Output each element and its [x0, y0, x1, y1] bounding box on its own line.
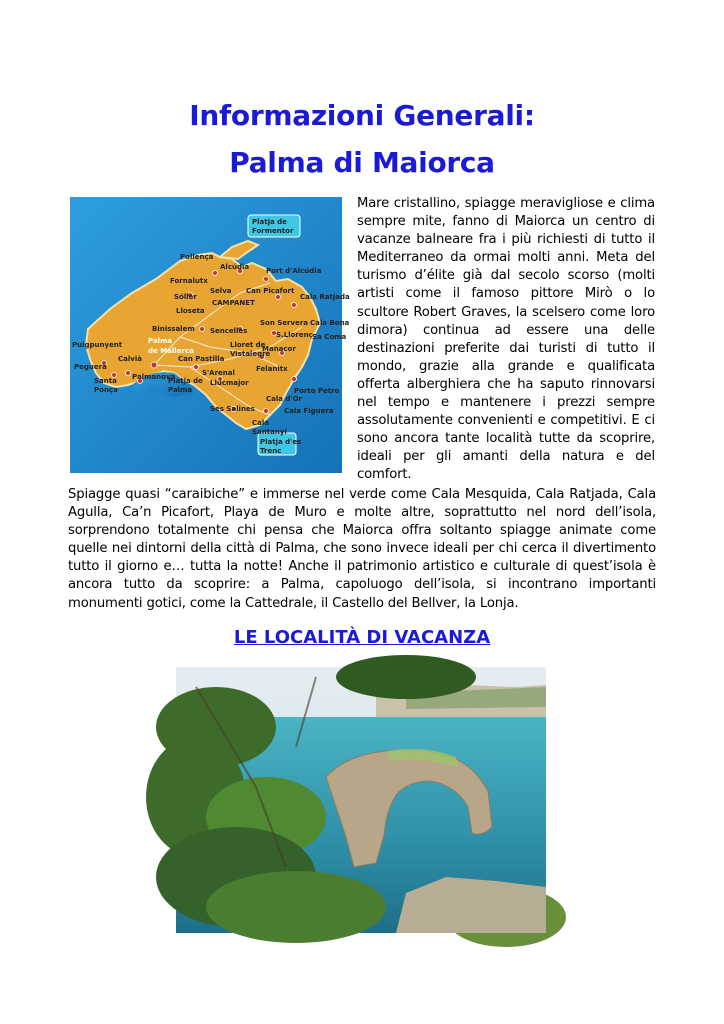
label-palma-1: Palma	[148, 337, 173, 345]
label-lloret-2: Vistalegre	[230, 350, 271, 358]
label-trenc-1: Platja d'es	[260, 438, 302, 446]
label-can-pastilla: Can Pastilla	[178, 355, 225, 363]
label-cala-ratjada: Cala Ratjada	[300, 293, 350, 301]
label-palmanova: Palmanova	[132, 373, 176, 381]
label-sa-coma: Sa Coma	[312, 333, 347, 341]
label-porto-petro: Porto Petro	[294, 387, 340, 395]
label-can-picafort: Can Picafort	[246, 287, 295, 295]
label-selva: Selva	[210, 287, 232, 295]
intro-paragraph: Mare cristallino, spiagge meravigliose e clima sempre mite, fanno di Maiorca un centro di vacanze balneare fra i più richiesti di tutto il Mediterraneo da ormai molti anni. Meta del turismo d’élite già dal secolo scorso (molti artisti come il famoso pittore Mirò o lo scultore Robert Graves, la scelsero come loro dimora) continua ad essere una delle destinazioni preferite dai turisti di tutto il mondo, grazie alla grande e qualificata offerta alberghiera che ha saputo rinnovarsi nel tempo e mantenere i prezzi sempre assolutamente convenienti e competitivi. E ci sono ancora tante località tutte da scoprire, ideali per gli amanti della natura e del comfort.	[357, 196, 655, 483]
label-arenal: S'Arenal	[202, 369, 235, 377]
label-binissalem: Binissalem	[152, 325, 195, 333]
rock-arch-photo	[176, 667, 546, 933]
page-title-line-1: Informazioni Generali:	[189, 99, 535, 132]
body-paragraph: Spiagge quasi “caraibiche” e immerse nel verde come Cala Mesquida, Cala Ratjada, Cala Agulla, Ca’n Picafort, Playa de Muro e molte altre, soprattutto nel nord dell’isola, sorprendono totalmente chi pensa che Maiorca offra soltanto spiagge animate come quelle nei dintorni della città di Palma, che sono invece ideali per chi cerca il divertimento tutto il giorno e… tutta la notte! Anche il patrimonio artistico e culturale di quest’isola è ancora tutto da scoprire: a Palma, capoluogo dell’isola, si incontrano importanti monumenti gotici, come la Cattedrale, il Castello del Bellver, la Lonja.	[68, 487, 656, 611]
label-trenc-2: Trenc	[260, 447, 282, 455]
label-santa-ponca-1: Santa	[94, 377, 117, 385]
label-llucmajor: Llucmajor	[210, 379, 249, 387]
label-port-alcudia: Port d'Alcúdia	[266, 267, 322, 275]
page-title-line-2: Palma di Maiorca	[229, 146, 495, 179]
label-platja-palma-2: Palma	[168, 386, 193, 394]
label-ses-salines: Ses Salines	[210, 405, 255, 413]
label-formentor-2: Formentor	[252, 227, 294, 235]
label-palma-2: de Mallorca	[148, 347, 194, 355]
label-fornalutx: Fornalutx	[170, 277, 208, 285]
label-sant-llorenc: S.Llorenç	[276, 331, 313, 339]
label-formentor-1: Platja de	[252, 218, 287, 226]
label-cala-santanyi-1: Cala	[252, 419, 269, 427]
mallorca-map	[70, 197, 350, 473]
label-peguera: Peguera	[74, 363, 107, 371]
label-lloret-1: Lloret de	[230, 341, 266, 349]
label-cala-bona: Cala Bona	[310, 319, 350, 327]
label-manacor: Manacor	[262, 345, 296, 353]
label-alcudia: Alcúdia	[220, 263, 250, 271]
label-pollenca: Pollença	[180, 253, 214, 261]
label-santa-ponca-2: Ponça	[94, 386, 118, 394]
label-sencelles: Sencelles	[210, 327, 248, 335]
label-soller: Sóller	[174, 293, 197, 301]
label-son-servera: Son Servera	[260, 319, 308, 327]
label-cala-santanyi-2: Santanyí	[252, 428, 287, 436]
label-lloseta: Lloseta	[176, 307, 205, 315]
label-puigpunyent: Puigpunyent	[72, 341, 123, 349]
label-cala-dor: Cala d'Or	[266, 395, 302, 403]
label-cala-figuera: Cala Figuera	[284, 407, 334, 415]
section-heading: LE LOCALITÀ DI VACANZA	[233, 627, 491, 648]
label-felanitx: Felanitx	[256, 365, 288, 373]
label-campanet: CAMPANET	[212, 299, 255, 307]
label-calvia: Calvià	[118, 355, 142, 363]
label-platja-palma-1: Platja de	[168, 377, 203, 385]
